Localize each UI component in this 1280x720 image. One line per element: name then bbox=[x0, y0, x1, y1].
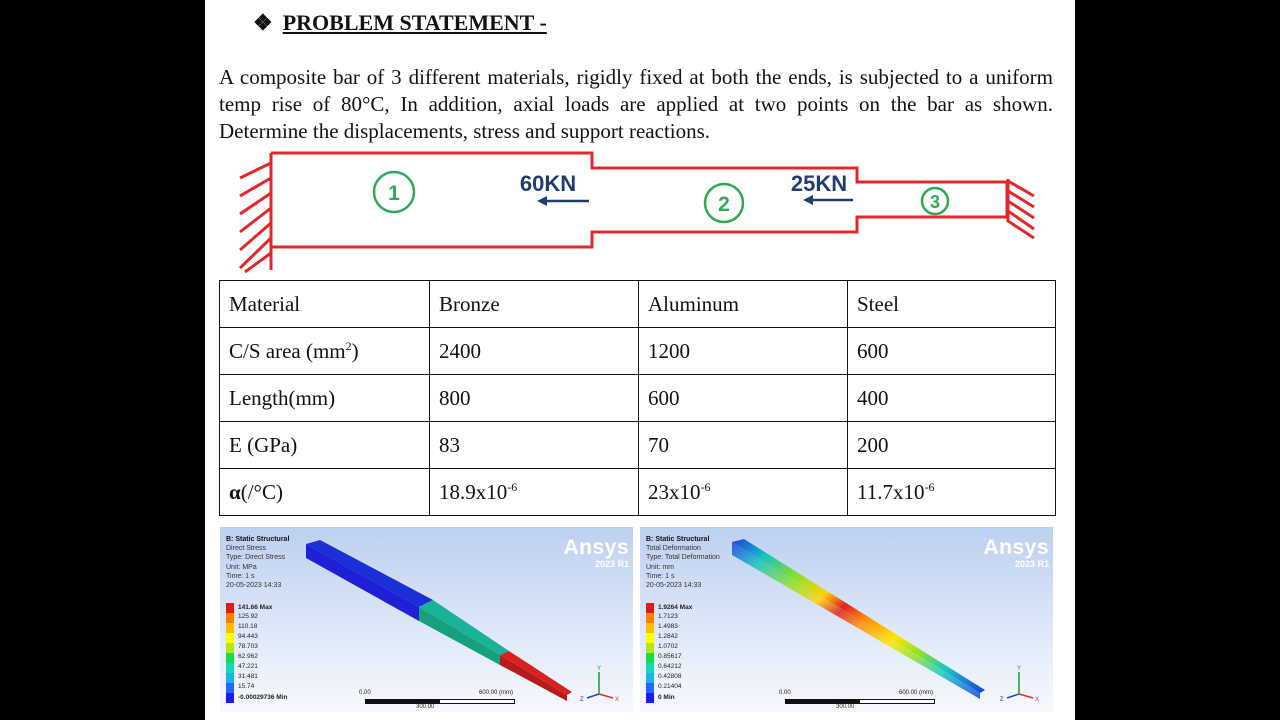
scale-bar bbox=[365, 699, 515, 704]
material-properties-table bbox=[219, 280, 1056, 516]
left-fixed-support-icon bbox=[240, 153, 271, 272]
table-cell: 600 bbox=[848, 328, 1056, 375]
segment-3-marker bbox=[922, 188, 948, 214]
table-row bbox=[220, 469, 1056, 516]
stress-result-panel: B: Static Structural Direct Stress Type: Direct Stress Unit: MPa Time: 1 s 20-05-2023 14:33 141.66 Max 125.92 110.18 94.443 78.703 62.962 47.221 31.481 15.74 -0.00029736 Min Ansys 2023 R1 0.00 600.00 (mm) 300.00 Y X Z bbox=[220, 527, 633, 712]
bar-outline bbox=[271, 153, 1007, 247]
segment-1-marker bbox=[374, 172, 414, 212]
deformation-result-meta: B: Static Structural Total Deformation Type: Total Deformation Unit: mm Time: 1 s 20-05-2023 14:33 bbox=[646, 536, 720, 590]
scale-end-label: 600.00 (mm) bbox=[899, 690, 934, 696]
segment-2-label: 2 bbox=[718, 193, 730, 216]
svg-text:Y: Y bbox=[597, 666, 602, 672]
scale-start-label: 0.00 bbox=[359, 690, 371, 696]
heading-text: PROBLEM STATEMENT - bbox=[282, 10, 547, 35]
table-cell: 200 bbox=[848, 422, 1056, 469]
axis-triad-icon bbox=[997, 664, 1043, 704]
diamond-bullet-icon: ❖ bbox=[253, 10, 273, 35]
scale-bar bbox=[785, 699, 935, 704]
scale-mid-label: 300.00 bbox=[836, 704, 855, 710]
scale-mid-label: 300.00 bbox=[416, 704, 435, 710]
table-cell: $23x10^{-6}$ bbox=[639, 469, 848, 516]
table-row bbox=[220, 328, 1056, 375]
svg-text:X: X bbox=[1035, 697, 1040, 703]
segment-3-label: 3 bbox=[929, 192, 941, 212]
composite-bar-diagram bbox=[205, 0, 1075, 280]
deformation-result-panel: B: Static Structural Total Deformation Type: Total Deformation Unit: mm Time: 1 s 20-05-2023 14:33 1.9264 Max 1.7123 1.4983 1.2842 1.0702 0.85617 0.64212 0.42808 0.21404 0 Min Ansys 2023 R1 0.00 600.00 (mm) 300.00 Y X Z bbox=[640, 527, 1053, 712]
table-row-label: E (GPa) bbox=[220, 422, 430, 469]
segment-2-marker bbox=[705, 184, 743, 222]
table-cell: 70 bbox=[639, 422, 848, 469]
stress-bar-model bbox=[220, 527, 633, 712]
load-60kn-arrow-icon bbox=[537, 196, 589, 206]
segment-1-label: 1 bbox=[388, 182, 400, 205]
table-cell: 83 bbox=[430, 422, 639, 469]
load-25kn-arrow-icon bbox=[803, 195, 853, 205]
axis-triad-icon bbox=[577, 664, 623, 704]
alpha-symbol: α bbox=[229, 479, 241, 504]
table-cell: 400 bbox=[848, 375, 1056, 422]
table-cell: $11.7x10^{-6}$ bbox=[848, 469, 1056, 516]
svg-text:Z: Z bbox=[1000, 697, 1004, 703]
svg-text:X: X bbox=[615, 697, 620, 703]
deformation-bar-model bbox=[640, 527, 1053, 712]
table-row-label: Length(mm) bbox=[220, 375, 430, 422]
table-row bbox=[220, 422, 1056, 469]
table-cell: Material bbox=[220, 281, 430, 328]
table-row-label: C/S area $(mm^2)$ bbox=[220, 328, 430, 375]
load-60kn-label: 60KN bbox=[519, 171, 577, 196]
scale-end-label: 600.00 (mm) bbox=[479, 690, 514, 696]
problem-paragraph: A composite bar of 3 different materials, rigidly fixed at both the ends, is subjected to a uniform temp rise of 80°C, In addition, axial loads are applied at two points on the bar as shown. Determine the displacements, stress and support reactions. bbox=[219, 65, 1053, 143]
table-header-row bbox=[220, 281, 1056, 328]
table-row bbox=[220, 375, 1056, 422]
ansys-logo: Ansys 2023 R1 bbox=[983, 536, 1049, 569]
table-cell: $18.9x10^{-6}$ bbox=[430, 469, 639, 516]
table-cell: Bronze bbox=[430, 281, 639, 328]
table-cell: Aluminum bbox=[639, 281, 848, 328]
svg-text:Z: Z bbox=[580, 697, 584, 703]
table-cell: 800 bbox=[430, 375, 639, 422]
scale-start-label: 0.00 bbox=[779, 690, 791, 696]
table-cell: 600 bbox=[639, 375, 848, 422]
stress-result-meta: B: Static Structural Direct Stress Type: Direct Stress Unit: MPa Time: 1 s 20-05-2023 14:33 bbox=[226, 536, 290, 590]
table-cell: Steel bbox=[848, 281, 1056, 328]
right-fixed-support-icon bbox=[1008, 179, 1034, 238]
slide-page bbox=[205, 0, 1075, 720]
table-cell: 2400 bbox=[430, 328, 639, 375]
table-row-label: α(/°C) bbox=[220, 469, 430, 516]
load-25kn-label: 25KN bbox=[790, 171, 848, 196]
svg-text:Y: Y bbox=[1017, 666, 1022, 672]
table-cell: 1200 bbox=[639, 328, 848, 375]
ansys-logo: Ansys 2023 R1 bbox=[563, 536, 629, 569]
